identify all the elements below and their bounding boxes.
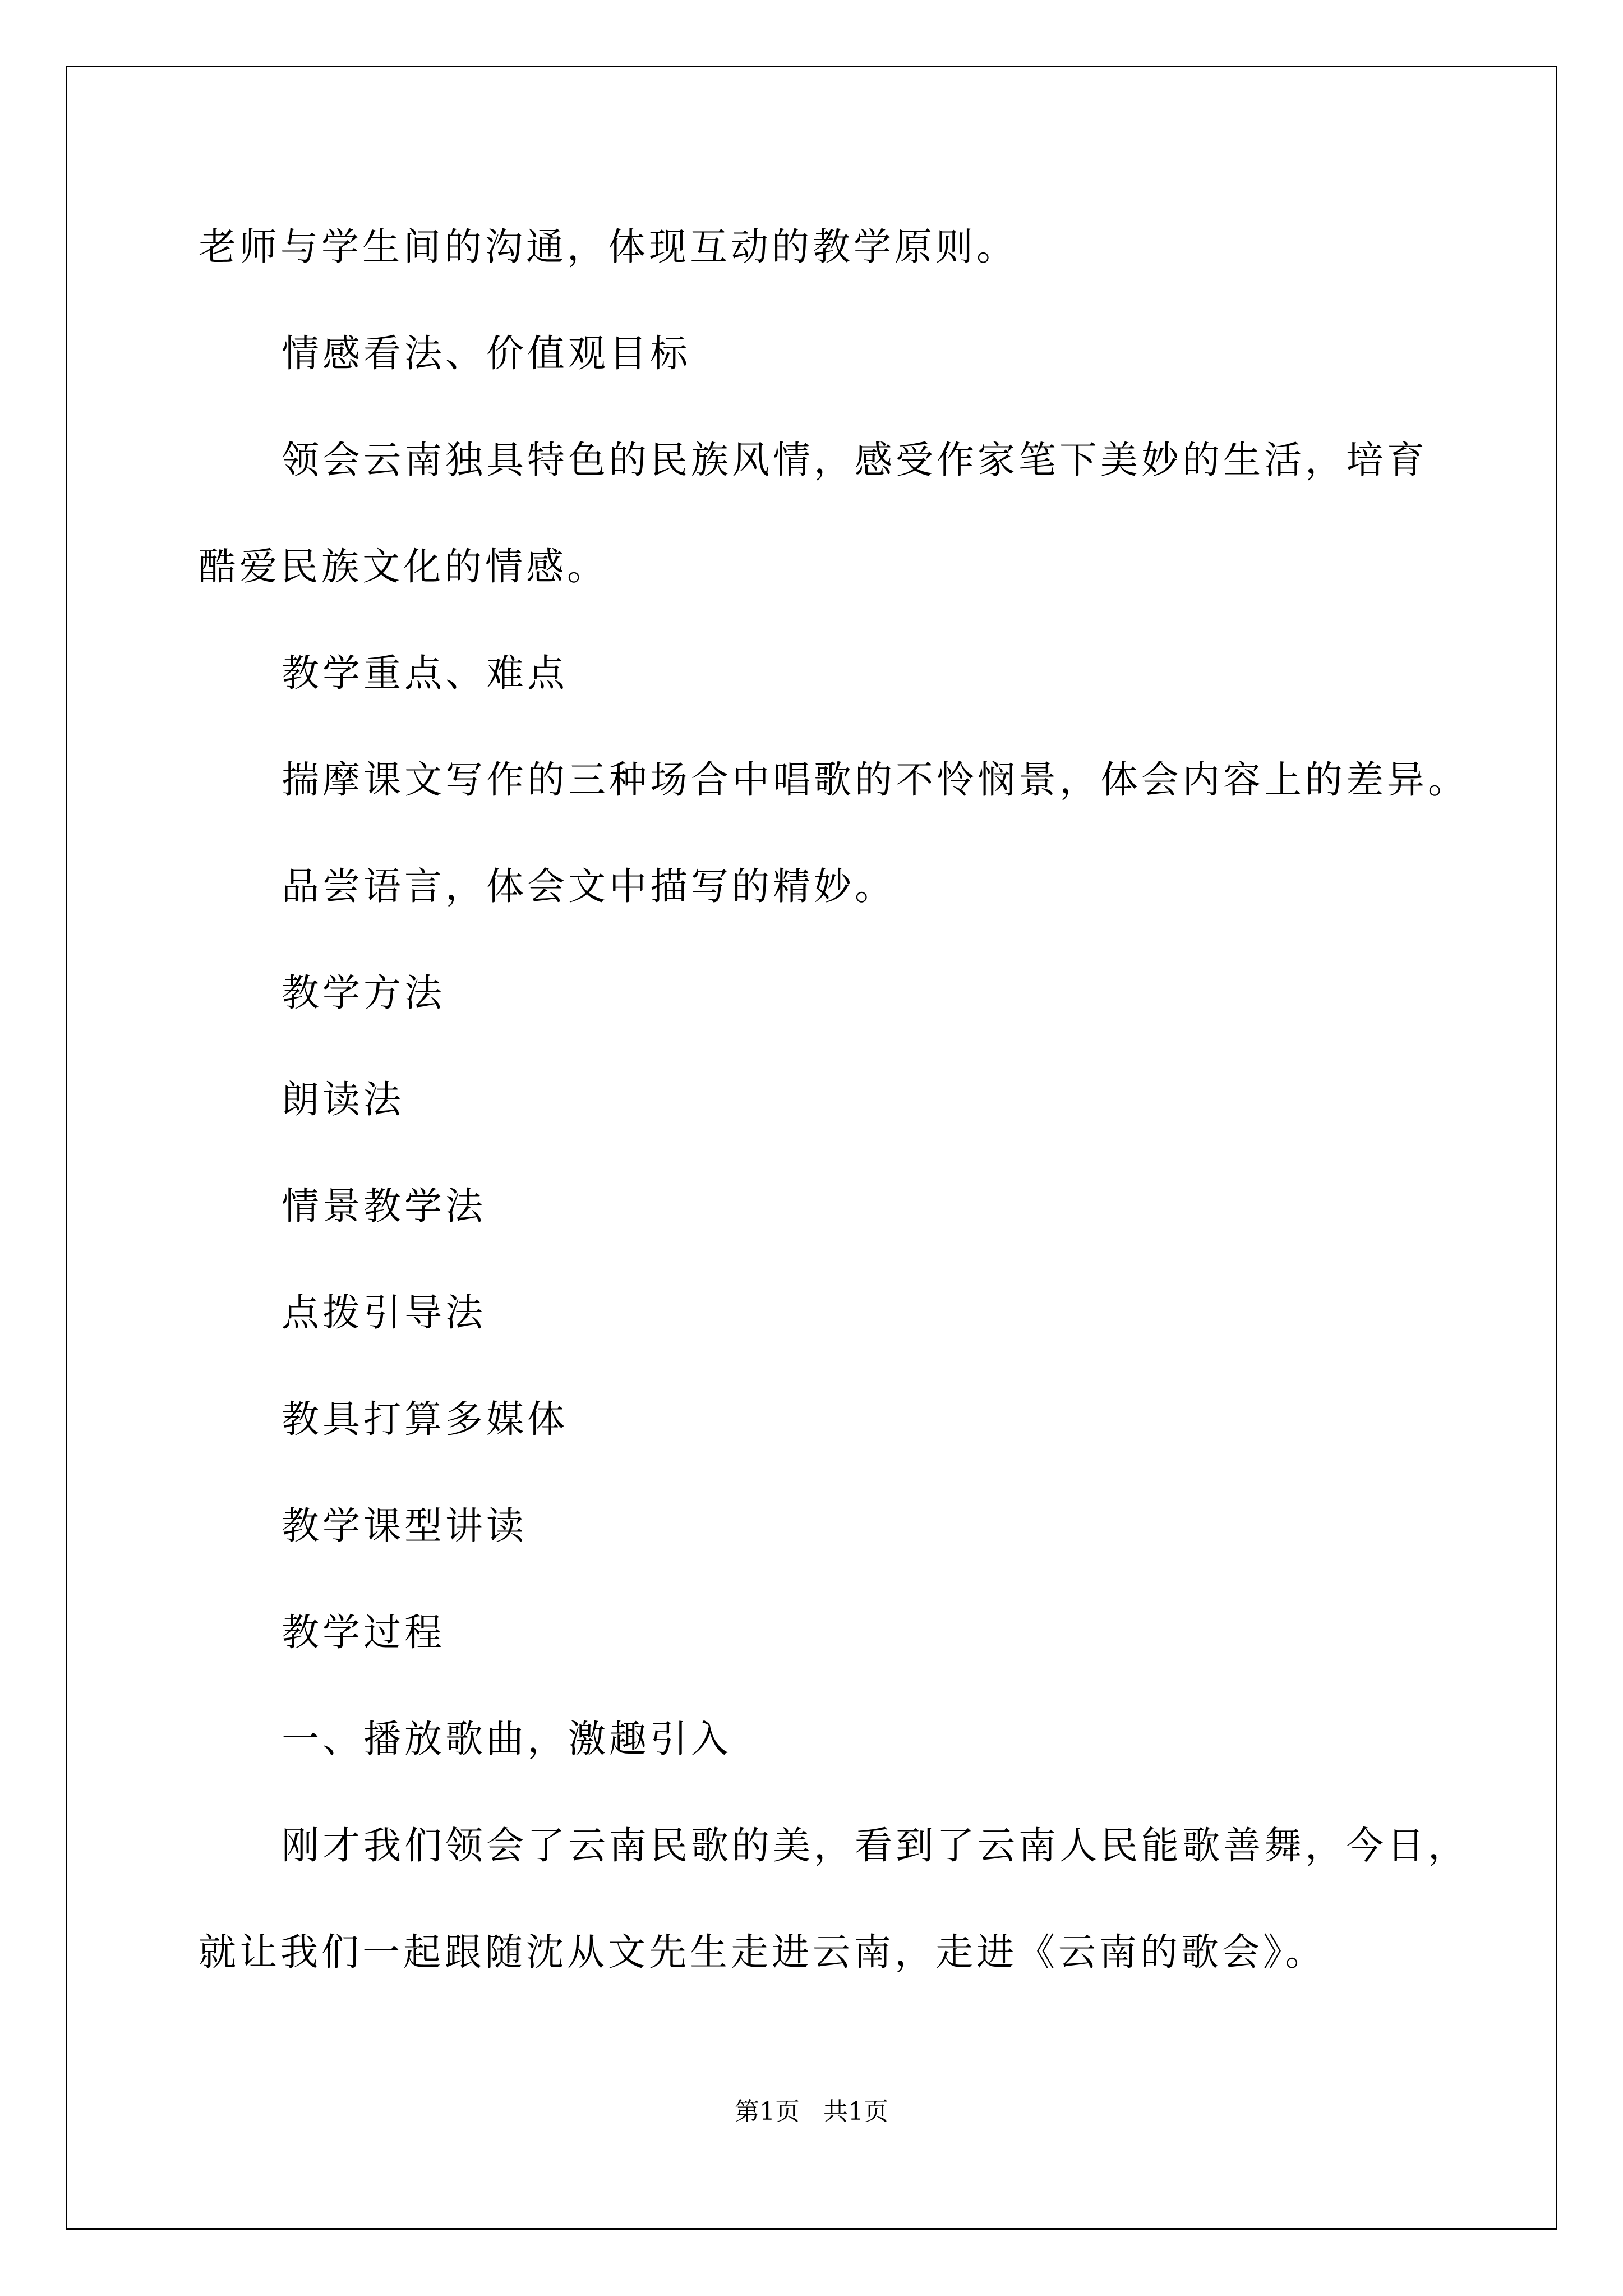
text-line-13: 教学课型讲读 — [282, 1504, 527, 1548]
text-line-5: 教学重点、难点 — [282, 651, 568, 695]
text-line-10: 情景教学法 — [282, 1184, 486, 1228]
text-line-3: 领会云南独具特色的民族风情，感受作家笔下美妙的生活，培育 — [282, 438, 1428, 482]
text-line-14: 教学过程 — [282, 1611, 445, 1654]
text-line-15: 一、播放歌曲，激趣引入 — [282, 1717, 732, 1761]
text-line-6: 揣摩课文写作的三种场合中唱歌的不怜悯景，体会内容上的差异。 — [282, 758, 1469, 802]
text-line-16: 刚才我们领会了云南民歌的美，看到了云南人民能歌善舞，今日， — [282, 1824, 1469, 1867]
text-line-9: 朗读法 — [282, 1078, 404, 1121]
text-line-4: 酷爱民族文化的情感。 — [199, 545, 608, 588]
text-line-8: 教学方法 — [282, 971, 445, 1015]
text-line-12: 教具打算多媒体 — [282, 1397, 568, 1441]
page-footer: 第1页 共1页 — [735, 2097, 888, 2126]
text-line-17: 就让我们一起跟随沈从文先生走进云南，走进《云南的歌会》。 — [199, 1930, 1326, 1974]
text-line-7: 品尝语言，体会文中描写的精妙。 — [282, 864, 896, 908]
text-line-1: 老师与学生间的沟通，体现互动的教学原则。 — [199, 225, 1017, 269]
text-line-2: 情感看法、价值观目标 — [282, 332, 691, 375]
text-line-11: 点拨引导法 — [282, 1291, 486, 1335]
page-border — [66, 66, 1557, 2230]
